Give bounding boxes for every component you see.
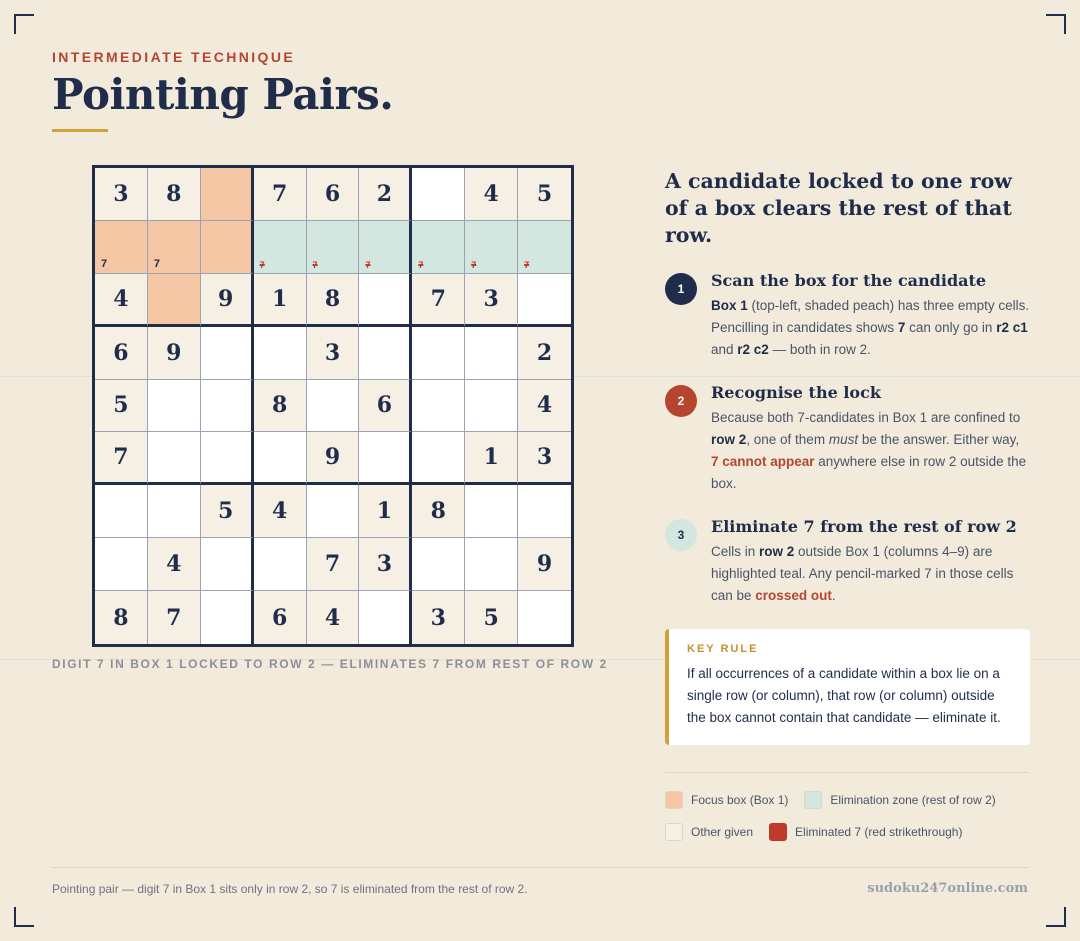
grid-cell-r8-c1 <box>95 538 148 591</box>
grid-cell-r2-c7 <box>412 221 465 274</box>
cell-digit: 7 <box>113 444 129 471</box>
grid-cell-r5-c8 <box>465 380 518 433</box>
corner-mark-top-right <box>1046 14 1066 34</box>
grid-cell-r8-c9 <box>518 538 571 591</box>
grid-cell-r5-c1 <box>95 380 148 433</box>
grid-cell-r6-c5 <box>307 432 360 485</box>
grid-cell-r4-c2 <box>148 327 201 380</box>
grid-cell-r9-c9 <box>518 591 571 644</box>
cell-digit: 8 <box>324 285 341 312</box>
grid-cell-r9-c3 <box>201 591 254 644</box>
grid-cell-r6-c3 <box>201 432 254 485</box>
cell-digit: 8 <box>166 180 182 207</box>
step-number-badge: 2 <box>665 385 697 417</box>
grid-cell-r9-c6 <box>359 591 412 644</box>
focus-swatch-icon <box>665 791 683 809</box>
cell-digit: 3 <box>430 604 446 631</box>
footer-text: Pointing pair — digit 7 in Box 1 sits only in row 2, so 7 is eliminated from the rest of row 2. <box>52 882 528 896</box>
step-title: Scan the box for the candidate <box>711 271 987 290</box>
cell-digit: 3 <box>483 285 499 312</box>
grid-cell-r2-c6 <box>359 221 412 274</box>
grid-cell-r9-c2 <box>148 591 201 644</box>
grid-cell-r6-c4 <box>254 432 307 485</box>
grid-cell-r6-c9 <box>518 432 571 485</box>
title-underline <box>52 129 108 132</box>
grid-cell-r1-c3 <box>201 168 254 221</box>
legend-label: Other given <box>691 825 754 839</box>
grid-cell-r3-c4 <box>254 274 307 327</box>
grid-cell-r6-c2 <box>148 432 201 485</box>
legend-label: Elimination zone (rest of row 2) <box>830 793 996 807</box>
grid-cell-r7-c6 <box>359 485 412 538</box>
grid-cell-r6-c6 <box>359 432 412 485</box>
grid-cell-r8-c5 <box>307 538 360 591</box>
elimination-swatch-icon <box>804 791 822 809</box>
grid-cell-r7-c9 <box>518 485 571 538</box>
step-number-badge: 1 <box>665 273 697 305</box>
cell-digit: 9 <box>324 444 341 471</box>
step-3 <box>665 517 1030 607</box>
step-body: Box 1 (top-left, shaded peach) has three empty cells. Pencilling in candidates shows 7 can only go in r2 c1 and r2 c2 — both in row 2. <box>711 298 1030 357</box>
grid-cell-r7-c4 <box>254 485 307 538</box>
page-title: Pointing Pairs. <box>52 70 394 119</box>
grid-cell-r7-c7 <box>412 485 465 538</box>
steps-list <box>665 271 1030 607</box>
cell-digit: 9 <box>536 551 553 578</box>
legend-label: Focus box (Box 1) <box>691 793 789 807</box>
cell-digit: 5 <box>483 604 499 631</box>
grid-cell-r3-c9 <box>518 274 571 327</box>
grid-cell-r3-c5 <box>307 274 360 327</box>
grid-cell-r8-c8 <box>465 538 518 591</box>
cell-digit: 4 <box>113 285 129 312</box>
grid-cell-r4-c5 <box>307 327 360 380</box>
key-rule-label: KEY RULE <box>687 643 759 655</box>
grid-cell-r2-c2 <box>148 221 201 274</box>
grid-cell-r3-c2 <box>148 274 201 327</box>
pencil-mark: 7 <box>101 257 108 270</box>
grid-cell-r7-c1 <box>95 485 148 538</box>
cell-digit: 5 <box>113 392 129 419</box>
grid-cell-r5-c3 <box>201 380 254 433</box>
grid-cell-r1-c1 <box>95 168 148 221</box>
struck-pencil-mark: 7 <box>312 259 318 270</box>
step-title: Recognise the lock <box>711 383 881 402</box>
grid-cell-r1-c9 <box>518 168 571 221</box>
legend-label: Eliminated 7 (red strikethrough) <box>795 825 963 839</box>
cell-digit: 2 <box>536 339 553 366</box>
corner-mark-top-left <box>14 14 34 34</box>
grid-cell-r9-c1 <box>95 591 148 644</box>
grid-cell-r7-c2 <box>148 485 201 538</box>
grid-cell-r3-c8 <box>465 274 518 327</box>
grid-cell-r9-c7 <box>412 591 465 644</box>
cell-digit: 9 <box>166 339 182 366</box>
grid-cell-r5-c4 <box>254 380 307 433</box>
legend-item-given <box>665 823 753 841</box>
grid-cell-r5-c2 <box>148 380 201 433</box>
lead-statement: A candidate locked to one row of a box clears the rest of that row. <box>665 169 1012 247</box>
corner-mark-bottom-left <box>14 907 34 927</box>
cell-digit: 4 <box>271 498 288 525</box>
cell-digit: 8 <box>430 498 446 525</box>
grid-cell-r1-c7 <box>412 168 465 221</box>
grid-cell-r8-c6 <box>359 538 412 591</box>
grid-cell-r8-c3 <box>201 538 254 591</box>
cell-digit: 3 <box>376 551 393 578</box>
grid-cell-r5-c9 <box>518 380 571 433</box>
step-title: Eliminate 7 from the rest of row 2 <box>711 517 1017 536</box>
pencil-mark: 7 <box>153 257 160 270</box>
grid-cell-r1-c5 <box>307 168 360 221</box>
cell-digit: 8 <box>271 392 288 419</box>
corner-mark-bottom-right <box>1046 907 1066 927</box>
grid-cell-r1-c6 <box>359 168 412 221</box>
grid-cell-r2-c9 <box>518 221 571 274</box>
cell-digit: 7 <box>166 604 182 631</box>
cell-digit: 1 <box>376 498 393 525</box>
grid-cell-r2-c5 <box>307 221 360 274</box>
grid-cell-r2-c4 <box>254 221 307 274</box>
grid-cell-r4-c9 <box>518 327 571 380</box>
grid-cell-r1-c2 <box>148 168 201 221</box>
grid-cell-r4-c7 <box>412 327 465 380</box>
struck-pencil-mark: 7 <box>471 259 477 270</box>
grid-cell-r9-c5 <box>307 591 360 644</box>
grid-cell-r4-c6 <box>359 327 412 380</box>
step-1 <box>665 271 1030 361</box>
grid-caption: DIGIT 7 IN BOX 1 LOCKED TO ROW 2 — ELIMINATES 7 FROM REST OF ROW 2 <box>52 657 608 671</box>
footer-brand: sudoku247online.com <box>867 881 1028 896</box>
cell-digit: 6 <box>324 180 341 207</box>
cell-digit: 4 <box>536 392 553 419</box>
cell-digit: 3 <box>324 339 341 366</box>
struck-pencil-mark: 7 <box>418 259 424 270</box>
sudoku-grid <box>92 165 574 647</box>
grid-cell-r7-c5 <box>307 485 360 538</box>
step-body: Cells in row 2 outside Box 1 (columns 4–9) are highlighted teal. Any pencil-marked 7 in those cells can be crossed out. <box>711 544 1014 603</box>
grid-cell-r1-c4 <box>254 168 307 221</box>
grid-cell-r6-c7 <box>412 432 465 485</box>
grid-cell-r4-c1 <box>95 327 148 380</box>
grid-cell-r1-c8 <box>465 168 518 221</box>
cell-digit: 3 <box>113 180 129 207</box>
eliminated-swatch-icon <box>769 823 787 841</box>
key-rule-body: If all occurrences of a candidate within a box lie on a single row (or column), that row (or column) outside the box cannot contain that candidate — eliminate it. <box>687 666 1001 725</box>
grid-cell-r7-c3 <box>201 485 254 538</box>
cell-digit: 3 <box>536 444 553 471</box>
struck-pencil-mark: 7 <box>259 259 265 270</box>
grid-cell-r5-c5 <box>307 380 360 433</box>
cell-digit: 7 <box>271 180 288 207</box>
grid-cell-r3-c7 <box>412 274 465 327</box>
grid-cell-r3-c6 <box>359 274 412 327</box>
cell-digit: 5 <box>218 498 234 525</box>
step-number-badge: 3 <box>665 519 697 551</box>
cell-digit: 9 <box>218 285 234 312</box>
eyebrow-label: INTERMEDIATE TECHNIQUE <box>52 49 296 65</box>
grid-cell-r6-c8 <box>465 432 518 485</box>
step-body: Because both 7-candidates in Box 1 are confined to row 2, one of them must be the answer. Either way, 7 cannot appear anywhere else in row 2 outside the box. <box>711 410 1027 491</box>
grid-cell-r6-c1 <box>95 432 148 485</box>
grid-cell-r3-c3 <box>201 274 254 327</box>
grid-cell-r9-c4 <box>254 591 307 644</box>
step-2 <box>665 383 1030 495</box>
grid-cell-r5-c7 <box>412 380 465 433</box>
struck-pencil-mark: 7 <box>365 259 371 270</box>
cell-digit: 6 <box>271 604 288 631</box>
cell-digit: 1 <box>483 444 499 471</box>
grid-cell-r4-c3 <box>201 327 254 380</box>
footer-divider <box>52 867 1028 868</box>
grid-cell-r2-c8 <box>465 221 518 274</box>
grid-cell-r4-c8 <box>465 327 518 380</box>
cell-digit: 4 <box>483 180 499 207</box>
grid-cell-r9-c8 <box>465 591 518 644</box>
cell-digit: 8 <box>113 604 129 631</box>
cell-digit: 4 <box>324 604 341 631</box>
cell-digit: 6 <box>113 339 129 366</box>
cell-digit: 1 <box>271 285 288 312</box>
grid-cell-r7-c8 <box>465 485 518 538</box>
struck-pencil-mark: 7 <box>524 259 530 270</box>
legend <box>665 772 1028 855</box>
cell-digit: 6 <box>376 392 393 419</box>
grid-cell-r2-c1 <box>95 221 148 274</box>
cell-digit: 2 <box>376 180 393 207</box>
given-swatch-icon <box>665 823 683 841</box>
legend-item-focus <box>665 791 788 809</box>
grid-cell-r2-c3 <box>201 221 254 274</box>
grid-cell-r5-c6 <box>359 380 412 433</box>
grid-cell-r8-c2 <box>148 538 201 591</box>
key-rule-card <box>665 629 1030 745</box>
grid-cell-r8-c7 <box>412 538 465 591</box>
grid-cell-r8-c4 <box>254 538 307 591</box>
cell-digit: 7 <box>324 551 341 578</box>
legend-item-eliminated <box>769 823 962 841</box>
grid-cell-r4-c4 <box>254 327 307 380</box>
cell-digit: 4 <box>166 551 182 578</box>
grid-cell-r3-c1 <box>95 274 148 327</box>
cell-digit: 5 <box>536 180 553 207</box>
legend-item-elimination <box>804 791 995 809</box>
cell-digit: 7 <box>430 285 446 312</box>
explanation-panel <box>665 168 1030 745</box>
